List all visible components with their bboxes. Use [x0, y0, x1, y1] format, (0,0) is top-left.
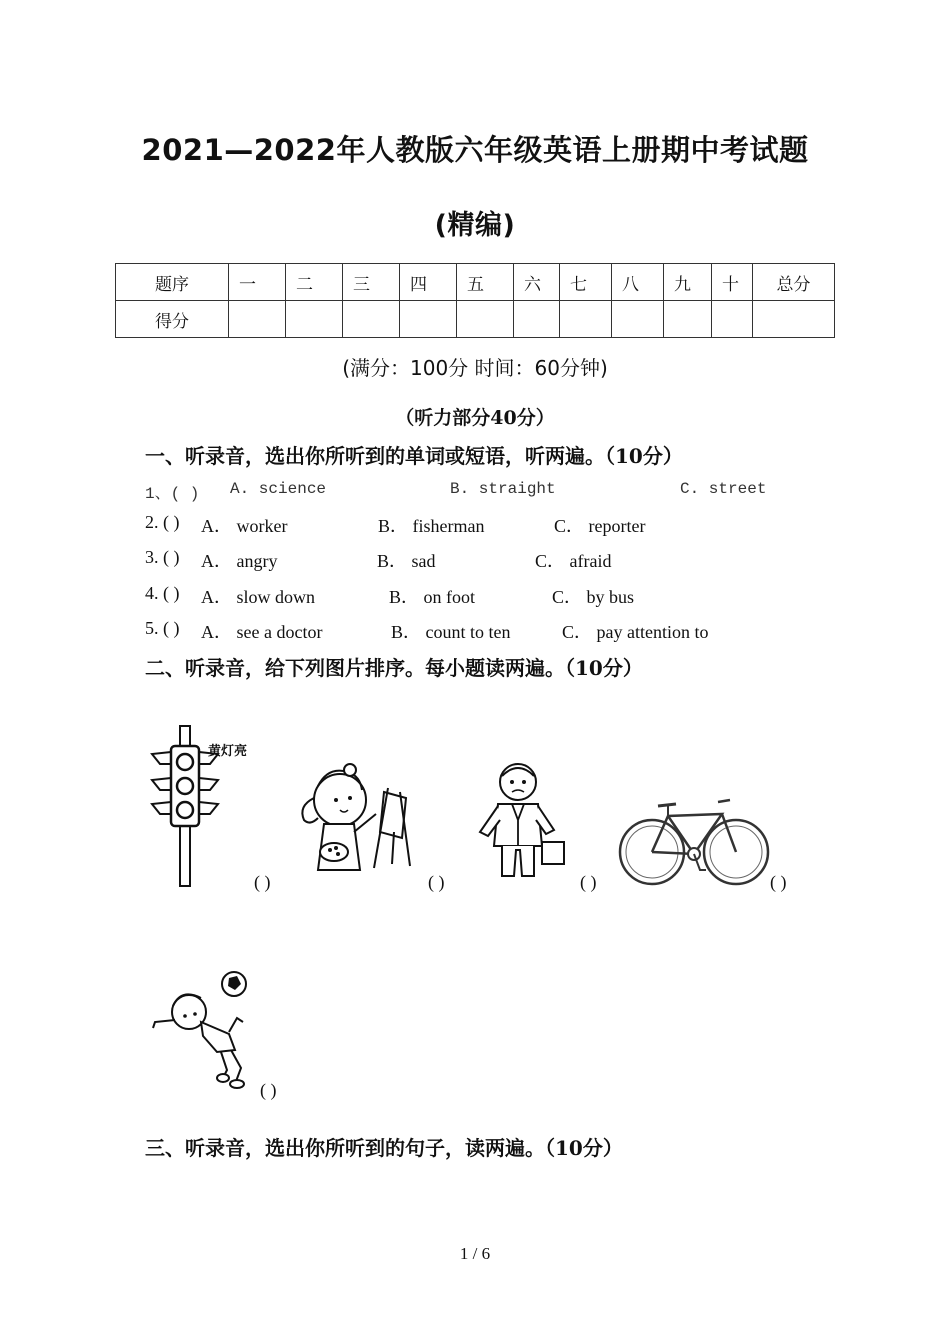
question-1-option-b[interactable]: B. straight — [450, 480, 556, 498]
score-col: 六 — [514, 264, 560, 301]
question-2-option-b[interactable]: B． fisherman — [378, 516, 485, 536]
score-cell[interactable] — [560, 301, 612, 338]
score-col: 十 — [712, 264, 753, 301]
picture-3-blank[interactable]: ( ) — [580, 872, 597, 892]
girl-painting-icon — [288, 762, 428, 874]
question-5-option-c[interactable]: C． pay attention to — [562, 622, 709, 642]
score-cell[interactable] — [753, 301, 835, 338]
picture-1-blank[interactable]: ( ) — [254, 872, 271, 892]
score-table-header-label: 题序 — [116, 264, 229, 301]
score-col: 四 — [400, 264, 457, 301]
score-cell[interactable] — [514, 301, 560, 338]
score-col: 二 — [286, 264, 343, 301]
page-number: 1 / 6 — [459, 1244, 491, 1263]
question-3-option-a[interactable]: A． angry — [201, 551, 278, 571]
question-4-option-c[interactable]: C． by bus — [552, 587, 635, 607]
question-2-number: 2. ( ) — [145, 512, 180, 532]
question-2-option-c[interactable]: C． reporter — [554, 516, 646, 536]
score-col: 五 — [457, 264, 514, 301]
question-4-option-a[interactable]: A． slow down — [201, 587, 316, 607]
section1-heading: 一、听录音，选出你所听到的单词或短语，听两遍。（10分） — [145, 444, 683, 468]
question-5-option-a[interactable]: A． see a doctor — [201, 622, 323, 642]
question-1-option-c[interactable]: C. street — [680, 480, 767, 498]
score-col: 七 — [560, 264, 612, 301]
score-col: 八 — [612, 264, 664, 301]
businessman-icon — [476, 760, 571, 882]
boy-soccer-icon — [145, 966, 260, 1092]
page-title: 2021—2022年人教版六年级英语上册期中考试题 — [141, 133, 809, 167]
score-col: 九 — [664, 264, 712, 301]
question-1-number: 1、( ) — [145, 485, 200, 503]
picture-2-blank[interactable]: ( ) — [428, 872, 445, 892]
picture-5-blank[interactable]: ( ) — [260, 1080, 277, 1100]
score-cell[interactable] — [400, 301, 457, 338]
question-5-number: 5. ( ) — [145, 618, 180, 638]
question-1-option-a[interactable]: A. science — [230, 480, 327, 498]
score-col: 一 — [229, 264, 286, 301]
listening-header: （听力部分40分） — [395, 407, 555, 429]
question-2-option-a[interactable]: A． worker — [201, 516, 288, 536]
question-5-option-b[interactable]: B． count to ten — [391, 622, 511, 642]
score-cell[interactable] — [343, 301, 400, 338]
question-4-number: 4. ( ) — [145, 583, 180, 603]
score-col: 三 — [343, 264, 400, 301]
score-table-row-label: 得分 — [116, 301, 229, 338]
page-subtitle: (精编) — [434, 210, 516, 241]
traffic-light-label: 黄灯亮 — [208, 744, 248, 759]
score-cell[interactable] — [712, 301, 753, 338]
score-cell[interactable] — [229, 301, 286, 338]
question-3-option-c[interactable]: C． afraid — [535, 551, 612, 571]
score-table-score-row — [116, 301, 835, 338]
picture-4-blank[interactable]: ( ) — [770, 872, 787, 892]
score-table-total-label: 总分 — [753, 264, 835, 301]
question-4-option-b[interactable]: B． on foot — [389, 587, 476, 607]
score-table — [115, 263, 835, 338]
section2-heading: 二、听录音，给下列图片排序。每小题读两遍。（10分） — [145, 656, 643, 680]
question-3-option-b[interactable]: B． sad — [377, 551, 436, 571]
score-cell[interactable] — [457, 301, 514, 338]
section3-heading: 三、听录音，选出你所听到的句子，读两遍。（10分） — [145, 1136, 623, 1160]
score-cell[interactable] — [286, 301, 343, 338]
score-cell[interactable] — [664, 301, 712, 338]
score-table-header-row — [116, 264, 835, 301]
question-3-number: 3. ( ) — [145, 547, 180, 567]
score-cell[interactable] — [612, 301, 664, 338]
bicycle-icon — [618, 792, 773, 890]
exam-info: (满分：100分 时间：60分钟) — [342, 356, 608, 380]
